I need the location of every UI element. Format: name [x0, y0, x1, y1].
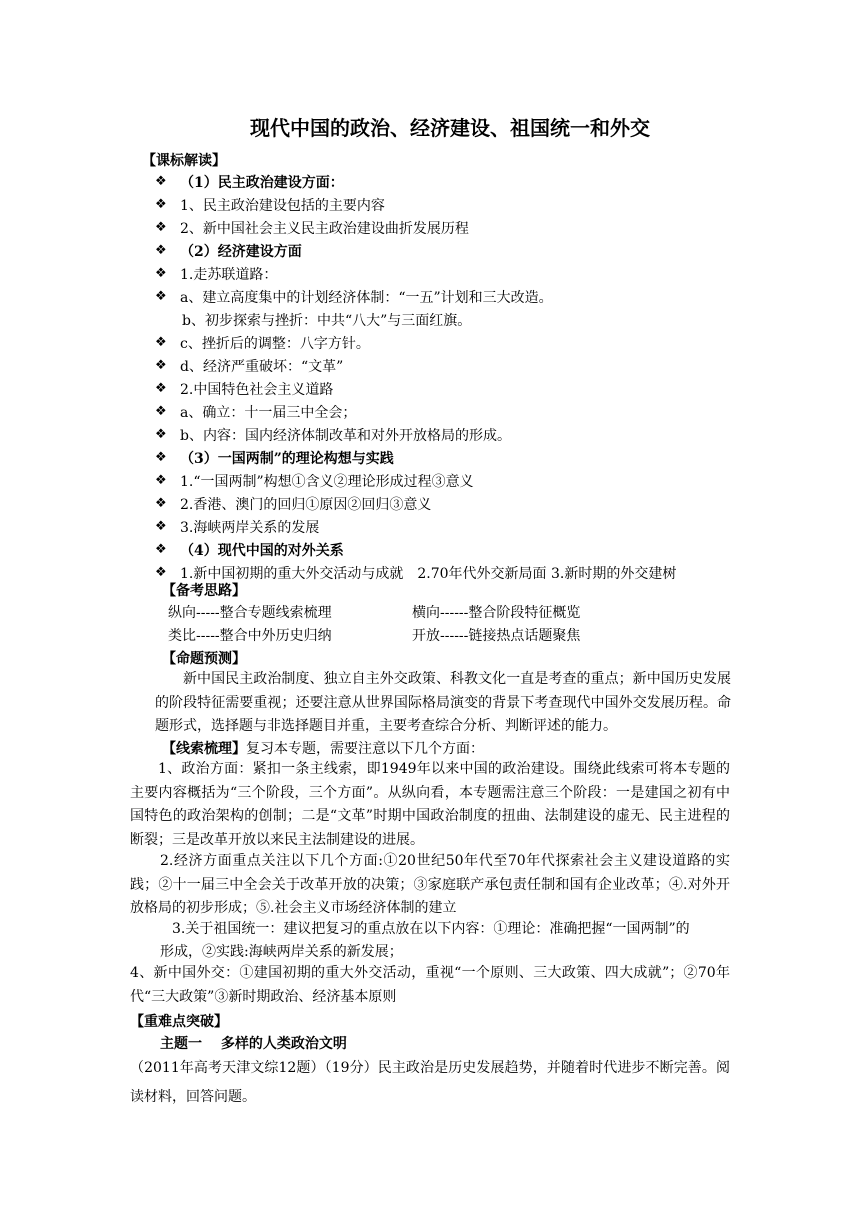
bullet-item: 2.中国特色社会主义道路	[180, 382, 334, 398]
mingti-paragraph: 新中国民主政治制度、独立自主外交政策、科教文化一直是考查的重点；新中国历史发展的阶段特征需要重视；还要注意从世界国际格局演变的背景下考查现代中国外交发展历程。命题形式，选择题与非选择题目并重，主要考查综合分析、判断评述的能力。	[155, 671, 731, 734]
beikao-item: 纵向-----整合专题线索梳理	[168, 605, 332, 621]
bullet-icon: ❖	[155, 542, 167, 557]
bullet-item: 1.新中国初期的重大外交活动与成就 2.70年代外交新局面 3.新时期的外交建树	[180, 566, 677, 582]
bullet-item: （4）现代中国的对外关系	[180, 543, 344, 559]
page-title: 现代中国的政治、经济建设、祖国统一和外交	[250, 116, 650, 140]
bullet-icon: ❖	[155, 289, 167, 304]
topic-title: 主题一 多样的人类政治文明	[160, 1036, 347, 1052]
bullet-item: 3.海峡两岸关系的发展	[180, 520, 320, 536]
bullet-icon: ❖	[155, 450, 167, 465]
bullet-icon: ❖	[155, 174, 167, 189]
bullet-icon: ❖	[155, 496, 167, 511]
section-header-xiansuo: 【线索梳理】	[162, 741, 246, 757]
bullet-icon: ❖	[155, 243, 167, 258]
bullet-item: c、挫折后的调整：八字方针。	[180, 336, 370, 352]
bullet-icon: ❖	[155, 266, 167, 281]
bullet-item: （1）民主政治建设方面：	[180, 175, 344, 191]
bullet-icon: ❖	[155, 519, 167, 534]
section-header-zhongnan: 【重难点突破】	[130, 1014, 228, 1030]
beikao-item: 类比-----整合中外历史归纳	[168, 628, 332, 644]
bullet-icon: ❖	[155, 220, 167, 235]
bullet-item: b、初步探索与挫折：中共“八大”与三面红旗。	[182, 313, 472, 329]
bullet-item: b、内容：国内经济体制改革和对外开放格局的形成。	[180, 428, 511, 444]
section-header-beikao: 【备考思路】	[162, 583, 246, 599]
bullet-item: （2）经济建设方面	[180, 244, 302, 260]
question-text: （2011年高考天津文综12题）（19分）民主政治是历史发展趋势，并随着时代进步不断完善。阅读材料，回答问题。	[130, 1060, 730, 1105]
beikao-item: 开放------链接热点话题聚焦	[412, 628, 581, 644]
xiansuo-intro: 复习本专题，需要注意以下几个方面：	[246, 741, 484, 757]
bullet-item: a、确立：十一届三中全会；	[180, 405, 357, 421]
beikao-item: 横向------整合阶段特征概览	[412, 605, 581, 621]
bullet-item: 1.“一国两制”构想①含义②理论形成过程③意义	[180, 474, 474, 490]
section-header-kebiao: 【课标解读】	[142, 153, 226, 169]
bullet-item: 1.走苏联道路：	[180, 267, 278, 283]
bullet-item: 2.香港、澳门的回归①原因②回归③意义	[180, 497, 432, 513]
bullet-item: 1、民主政治建设包括的主要内容	[180, 198, 385, 214]
bullet-item: d、经济严重破坏：“文革”	[180, 359, 344, 375]
xiansuo-paragraph-3a: 3.关于祖国统一：建议把复习的重点放在以下内容：①理论：准确把握“一国两制”的	[172, 921, 690, 937]
bullet-icon: ❖	[155, 565, 167, 580]
bullet-item: （3）一国两制”的理论构想与实践	[180, 451, 394, 467]
bullet-icon: ❖	[155, 197, 167, 212]
bullet-icon: ❖	[155, 427, 167, 442]
bullet-icon: ❖	[155, 473, 167, 488]
xiansuo-paragraph-4: 4、新中国外交：①建国初期的重大外交活动，重视“一个原则、三大政策、四大成就”；②70年代“三大政策”③新时期政治、经济基本原则	[130, 965, 730, 1005]
bullet-item: a、建立高度集中的计划经济体制：“一五”计划和三大改造。	[180, 290, 553, 306]
xiansuo-paragraph-2: 2.经济方面重点关注以下几个方面:①20世纪50年代至70年代探索社会主义建设道路的实践；②十一届三中全会关于改革开放的决策；③家庭联产承包责任制和国有企业改革；④.对外开放格局的初步形成；⑤.社会主义市场经济体制的建立	[130, 853, 730, 916]
bullet-icon: ❖	[155, 358, 167, 373]
bullet-icon: ❖	[155, 381, 167, 396]
bullet-icon: ❖	[155, 404, 167, 419]
xiansuo-paragraph-3b: 形成，②实践:海峡两岸关系的新发展；	[160, 944, 403, 960]
xiansuo-paragraph-1: 1、政治方面：紧扣一条主线索，即1949年以来中国的政治建设。围绕此线索可将本专题的主要内容概括为“三个阶段，三个方面”。从纵向看，本专题需注意三个阶段：一是建国之初有中国特色的政治架构的创制；二是“文革”时期中国政治制度的扭曲、法制建设的虚无、民主进程的断裂；三是改革开放以来民主法制建设的进展。	[130, 761, 730, 848]
section-header-mingti: 【命题预测】	[162, 651, 246, 667]
bullet-item: 2、新中国社会主义民主政治建设曲折发展历程	[180, 221, 469, 237]
xiansuo-line	[162, 740, 484, 758]
bullet-icon: ❖	[155, 335, 167, 350]
